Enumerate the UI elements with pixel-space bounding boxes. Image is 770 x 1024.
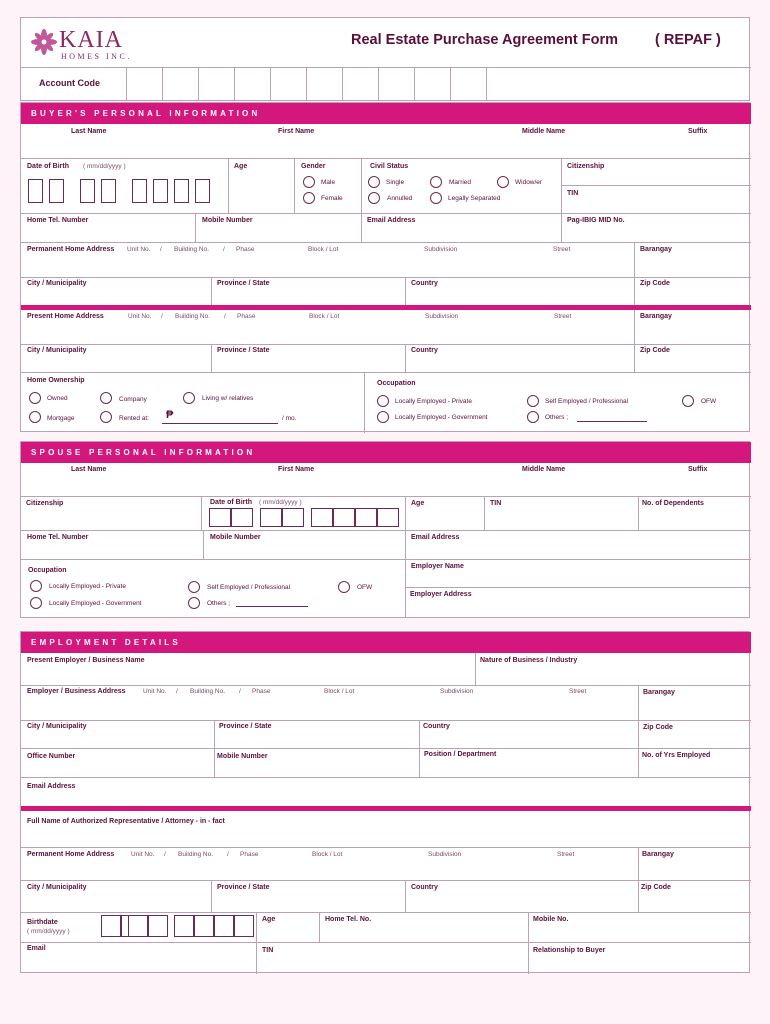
account-code-boxes[interactable] xyxy=(126,68,486,101)
country-label: Country xyxy=(411,347,438,354)
occ-ofw-label: OFW xyxy=(701,398,717,405)
rep-age-label: Age xyxy=(262,916,276,923)
spouse-occ-others-label: Others ; xyxy=(207,600,231,607)
lotus-logo-icon xyxy=(30,28,58,56)
ownership-rented-label: Rented at: xyxy=(119,415,149,422)
spouse-section xyxy=(20,441,750,618)
spouse-dob-label: Date of Birth xyxy=(210,499,252,506)
zip-label: Zip Code xyxy=(640,347,670,354)
building-no-label: Building No. xyxy=(175,313,211,320)
subdivision-label: Subdivision xyxy=(440,688,474,695)
civil-married-radio[interactable] xyxy=(430,176,442,188)
rep-birthdate-box[interactable] xyxy=(128,915,148,937)
country-label: Country xyxy=(411,884,438,891)
civil-annulled-label: Annulled xyxy=(387,195,413,202)
spouse-occ-private-radio[interactable] xyxy=(30,580,42,592)
block-lot-label: Block / Lot xyxy=(309,313,340,320)
gender-male-label: Male xyxy=(321,179,336,186)
country-label: Country xyxy=(411,280,438,287)
block-lot-label: Block / Lot xyxy=(324,688,355,695)
buyer-age-label: Age xyxy=(234,163,248,170)
building-no-label: Building No. xyxy=(178,851,214,858)
spouse-dob-box[interactable] xyxy=(377,508,399,527)
country-label: Country xyxy=(423,723,450,730)
buyer-dob-box[interactable] xyxy=(28,179,43,203)
phase-label: Phase xyxy=(252,688,271,695)
city-label: City / Municipality xyxy=(27,280,87,287)
spouse-dependents-label: No. of Dependents xyxy=(642,500,704,507)
spouse-occupation-label: Occupation xyxy=(28,567,67,574)
ownership-owned-radio[interactable] xyxy=(29,392,41,404)
rep-birthdate-box[interactable] xyxy=(194,915,214,937)
spouse-occ-self-radio[interactable] xyxy=(188,581,200,593)
buyer-tin-label: TIN xyxy=(567,190,579,197)
ownership-company-label: Company xyxy=(119,396,147,403)
spouse-section-title: SPOUSE PERSONAL INFORMATION xyxy=(31,448,256,457)
zip-label: Zip Code xyxy=(640,280,670,287)
buyer-first-name-label: First Name xyxy=(278,128,315,135)
buyer-occupation-label: Occupation xyxy=(377,380,416,387)
occ-private-label: Locally Employed - Private xyxy=(395,398,472,405)
slash-separator: / xyxy=(160,246,162,253)
spouse-dob-box[interactable] xyxy=(209,508,231,527)
employment-section-title: EMPLOYMENT DETAILS xyxy=(31,638,181,647)
rep-relationship-label: Relationship to Buyer xyxy=(533,947,606,954)
block-lot-label: Block / Lot xyxy=(312,851,343,858)
buyer-dob-box[interactable] xyxy=(101,179,116,203)
buyer-dob-box[interactable] xyxy=(153,179,168,203)
rep-permanent-address-label: Permanent Home Address xyxy=(27,851,115,858)
buyer-dob-box[interactable] xyxy=(132,179,147,203)
buyer-section-header xyxy=(21,103,751,124)
barangay-label: Barangay xyxy=(640,313,672,320)
rep-email-label: Email xyxy=(27,945,46,952)
phase-label: Phase xyxy=(237,313,256,320)
slash-separator: / xyxy=(176,688,178,695)
buyer-section-title: BUYER'S PERSONAL INFORMATION xyxy=(31,109,261,118)
spouse-dob-box[interactable] xyxy=(333,508,355,527)
buyer-suffix-label: Suffix xyxy=(688,128,708,135)
phase-label: Phase xyxy=(236,246,255,253)
civil-married-label: Married xyxy=(449,179,472,186)
ownership-mortgage-label: Mortgage xyxy=(47,415,75,422)
buyer-last-name-label: Last Name xyxy=(71,128,107,135)
logo-subtitle: HOMES INC. xyxy=(61,52,132,61)
city-label: City / Municipality xyxy=(27,347,87,354)
home-ownership-label: Home Ownership xyxy=(27,377,85,384)
occ-gov-label: Locally Employed - Government xyxy=(395,414,488,421)
buyer-section xyxy=(20,102,750,432)
spouse-occ-gov-radio[interactable] xyxy=(30,597,42,609)
occ-ofw-radio[interactable] xyxy=(682,395,694,407)
ownership-owned-label: Owned xyxy=(47,395,68,402)
spouse-dob-box[interactable] xyxy=(311,508,333,527)
ownership-relatives-label: Living w/ relatives xyxy=(202,395,254,402)
province-label: Province / State xyxy=(219,723,272,730)
slash-separator: / xyxy=(161,313,163,320)
barangay-label: Barangay xyxy=(642,851,674,858)
rep-birthdate-box[interactable] xyxy=(174,915,194,937)
unit-no-label: Unit No. xyxy=(131,851,155,858)
spouse-middle-name-label: Middle Name xyxy=(522,466,566,473)
rep-birthdate-label: Birthdate xyxy=(27,919,58,926)
rep-birthdate-box[interactable] xyxy=(148,915,168,937)
ownership-company-radio[interactable] xyxy=(100,392,112,404)
ownership-mortgage-radio[interactable] xyxy=(29,411,41,423)
zip-label: Zip Code xyxy=(641,884,671,891)
present-employer-label: Present Employer / Business Name xyxy=(27,657,145,664)
occ-private-radio[interactable] xyxy=(377,395,389,407)
building-no-label: Building No. xyxy=(174,246,210,253)
street-label: Street xyxy=(554,313,572,320)
province-label: Province / State xyxy=(217,280,270,287)
representative-name-label: Full Name of Authorized Representative / Attorney - in - fact xyxy=(27,818,225,825)
logo-name: KAIA xyxy=(59,27,123,53)
zip-label: Zip Code xyxy=(643,724,673,731)
peso-sign: ₱ xyxy=(166,409,174,421)
buyer-pagibig-label: Pag-IBIG MID No. xyxy=(567,217,625,224)
buyer-mobile-label: Mobile Number xyxy=(202,217,253,224)
spouse-mobile-label: Mobile Number xyxy=(210,534,261,541)
barangay-label: Barangay xyxy=(640,246,672,253)
occ-others-radio[interactable] xyxy=(527,411,539,423)
yrs-employed-label: No. of Yrs Employed xyxy=(642,752,711,759)
rep-birthdate-box[interactable] xyxy=(101,915,121,937)
city-label: City / Municipality xyxy=(27,723,87,730)
civil-separated-radio[interactable] xyxy=(430,192,442,204)
employer-mobile-label: Mobile Number xyxy=(217,753,268,760)
spouse-citizenship-label: Citizenship xyxy=(26,500,64,507)
slash-separator: / xyxy=(223,246,225,253)
buyer-gender-label: Gender xyxy=(301,163,326,170)
subdivision-label: Subdivision xyxy=(428,851,462,858)
rep-mobile-label: Mobile No. xyxy=(533,916,569,923)
spouse-employer-address-label: Employer Address xyxy=(410,591,472,598)
buyer-present-address-label: Present Home Address xyxy=(27,313,104,320)
office-number-label: Office Number xyxy=(27,753,76,760)
unit-no-label: Unit No. xyxy=(128,313,152,320)
rep-birthdate-box[interactable] xyxy=(214,915,234,937)
spouse-age-label: Age xyxy=(411,500,425,507)
civil-single-label: Single xyxy=(386,179,405,186)
employment-section xyxy=(20,631,750,973)
occ-self-radio[interactable] xyxy=(527,395,539,407)
spouse-dob-box[interactable] xyxy=(260,508,282,527)
occ-others-field[interactable] xyxy=(577,421,647,422)
buyer-dob-label: Date of Birth xyxy=(27,163,69,170)
civil-single-radio[interactable] xyxy=(368,176,380,188)
city-label: City / Municipality xyxy=(27,884,87,891)
building-no-label: Building No. xyxy=(190,688,226,695)
civil-separated-label: Legally Separated xyxy=(448,195,501,202)
spouse-occ-gov-label: Locally Employed - Government xyxy=(49,600,142,607)
buyer-permanent-address-label: Permanent Home Address xyxy=(27,246,115,253)
occ-gov-radio[interactable] xyxy=(377,411,389,423)
gender-female-radio[interactable] xyxy=(303,192,315,204)
barangay-label: Barangay xyxy=(643,689,675,696)
spouse-occ-private-label: Locally Employed - Private xyxy=(49,583,126,590)
civil-widow-label: Widow/er xyxy=(515,179,543,186)
spouse-home-tel-label: Home Tel. Number xyxy=(27,534,89,541)
form-title: Real Estate Purchase Agreement Form xyxy=(351,32,619,48)
province-label: Province / State xyxy=(217,884,270,891)
subdivision-label: Subdivision xyxy=(424,246,458,253)
rep-birthdate-box[interactable] xyxy=(234,915,254,937)
ownership-relatives-radio[interactable] xyxy=(183,392,195,404)
buyer-dob-box[interactable] xyxy=(195,179,210,203)
street-label: Street xyxy=(569,688,587,695)
phase-label: Phase xyxy=(240,851,259,858)
civil-annulled-radio[interactable] xyxy=(368,192,380,204)
position-label: Position / Department xyxy=(424,751,497,758)
spouse-occ-self-label: Self Employed / Professional xyxy=(207,584,291,591)
employment-section-header xyxy=(21,632,751,653)
per-month-label: / mo. xyxy=(282,415,297,422)
buyer-dob-box[interactable] xyxy=(174,179,189,203)
spouse-section-header xyxy=(21,442,751,463)
block-lot-label: Block / Lot xyxy=(308,246,339,253)
occ-others-label: Others ; xyxy=(545,414,569,421)
spouse-suffix-label: Suffix xyxy=(688,466,708,473)
rent-amount-field[interactable] xyxy=(162,423,278,424)
account-code-label: Account Code xyxy=(39,78,101,88)
slash-separator: / xyxy=(239,688,241,695)
ownership-rented-radio[interactable] xyxy=(100,411,112,423)
spouse-occ-ofw-label: OFW xyxy=(357,584,373,591)
buyer-email-label: Email Address xyxy=(367,217,416,224)
occ-self-label: Self Employed / Professional xyxy=(545,398,629,405)
employer-address-label: Employer / Business Address xyxy=(27,688,126,695)
unit-no-label: Unit No. xyxy=(143,688,167,695)
spouse-tin-label: TIN xyxy=(490,500,502,507)
form-code: ( REPAF ) xyxy=(655,32,721,48)
spouse-first-name-label: First Name xyxy=(278,466,315,473)
gender-male-radio[interactable] xyxy=(303,176,315,188)
spouse-last-name-label: Last Name xyxy=(71,466,107,473)
spouse-occ-ofw-radio[interactable] xyxy=(338,581,350,593)
unit-no-label: Unit No. xyxy=(127,246,151,253)
rep-birthdate-format: ( mm/dd/yyyy ) xyxy=(27,928,70,935)
province-label: Province / State xyxy=(217,347,270,354)
spouse-dob-box[interactable] xyxy=(231,508,253,527)
buyer-middle-name-label: Middle Name xyxy=(522,128,566,135)
street-label: Street xyxy=(557,851,575,858)
spouse-dob-format: ( mm/dd/yyyy ) xyxy=(259,499,302,506)
slash-separator: / xyxy=(164,851,166,858)
buyer-civil-status-label: Civil Status xyxy=(370,163,409,170)
buyer-citizenship-label: Citizenship xyxy=(567,163,605,170)
header-card xyxy=(20,17,750,101)
buyer-dob-format: ( mm/dd/yyyy ) xyxy=(83,163,126,170)
spouse-dob-box[interactable] xyxy=(282,508,304,527)
rep-tin-label: TIN xyxy=(262,947,274,954)
subdivision-label: Subdivision xyxy=(425,313,459,320)
gender-female-label: Female xyxy=(321,195,343,202)
spouse-dob-box[interactable] xyxy=(355,508,377,527)
buyer-dob-box[interactable] xyxy=(49,179,64,203)
rep-home-tel-label: Home Tel. No. xyxy=(325,916,372,923)
spouse-email-label: Email Address xyxy=(411,534,460,541)
buyer-dob-box[interactable] xyxy=(80,179,95,203)
street-label: Street xyxy=(553,246,571,253)
spouse-occ-others-field[interactable] xyxy=(236,606,308,607)
civil-widow-radio[interactable] xyxy=(497,176,509,188)
slash-separator: / xyxy=(224,313,226,320)
spouse-occ-others-radio[interactable] xyxy=(188,597,200,609)
spouse-employer-name-label: Employer Name xyxy=(411,563,464,570)
nature-business-label: Nature of Business / Industry xyxy=(480,657,578,664)
employer-email-label: Email Address xyxy=(27,783,76,790)
slash-separator: / xyxy=(227,851,229,858)
buyer-home-tel-label: Home Tel. Number xyxy=(27,217,89,224)
